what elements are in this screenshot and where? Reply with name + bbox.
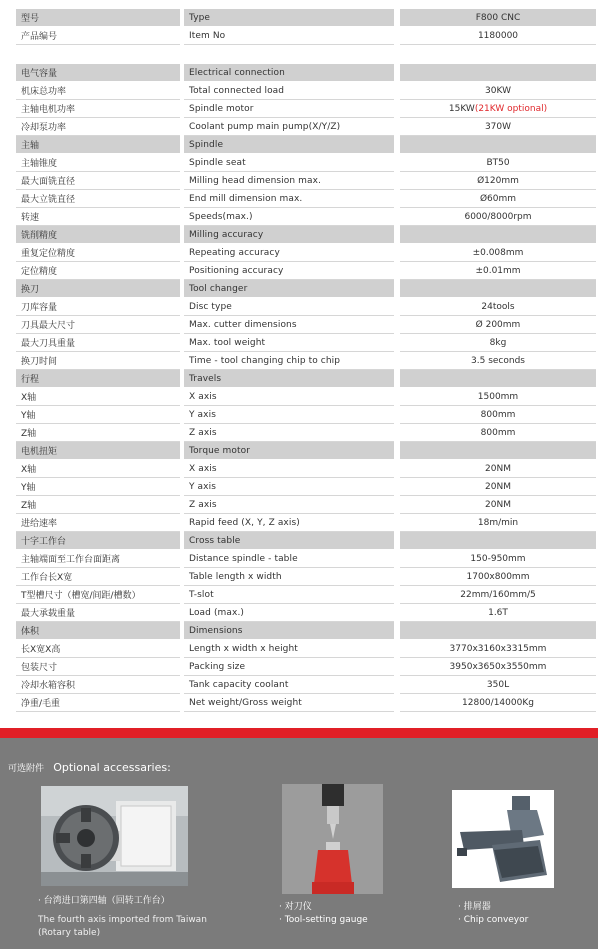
spec-label-cn: Z轴 [16, 424, 180, 442]
spec-row [16, 352, 596, 370]
spec-label-en: Milling accuracy [184, 226, 394, 244]
spec-value [400, 586, 596, 604]
spec-value-optional: (21KW optional) [474, 103, 548, 114]
spec-value [400, 226, 596, 244]
spec-label-cn: 冷却泵功率 [16, 118, 180, 136]
accessories-title-cn: 可选附件 [8, 764, 45, 774]
accessory-caption-tool-setter [279, 901, 419, 927]
spec-label-en: X axis [184, 460, 394, 478]
spec-row [16, 694, 596, 712]
spec-label-cn: 十字工作台 [16, 532, 180, 550]
spec-value-text: 22mm/160mm/5 [460, 589, 536, 600]
spec-row [16, 190, 596, 208]
spec-value [400, 370, 596, 388]
spec-value-text: 20NM [485, 481, 511, 492]
spec-value-text: 1700x800mm [466, 571, 530, 582]
spec-value-text: 1.6T [488, 607, 508, 618]
spec-value [400, 640, 596, 658]
spec-value-text: 3.5 seconds [471, 355, 525, 366]
spec-label-en: Spindle [184, 136, 394, 154]
spec-label-en: Z axis [184, 424, 394, 442]
tool-setting-gauge-photo [282, 784, 383, 894]
spec-row [16, 262, 596, 280]
spec-row [16, 334, 596, 352]
spec-value [400, 316, 596, 334]
spec-label-cn: 最大面铣直径 [16, 172, 180, 190]
spec-label-cn: T型槽尺寸（槽宽/间距/槽数） [16, 586, 180, 604]
spec-row [16, 154, 596, 172]
spec-label-en: Table length x width [184, 568, 394, 586]
spec-value-text: 8kg [489, 337, 507, 348]
spec-value [400, 64, 596, 82]
accessories-title-en: Optional accessaries: [53, 761, 171, 774]
spec-label-cn: 最大承载重量 [16, 604, 180, 622]
spec-value-text: 1180000 [477, 30, 519, 41]
spec-value-text: 24tools [481, 301, 515, 312]
spec-row [16, 640, 596, 658]
accessories-title [8, 761, 171, 774]
spec-label-cn: 电机扭矩 [16, 442, 180, 460]
spec-label-en: Z axis [184, 496, 394, 514]
spec-row [16, 568, 596, 586]
spec-label-en: Disc type [184, 298, 394, 316]
spec-value [400, 136, 596, 154]
spec-row [16, 514, 596, 532]
fourth-axis-photo [41, 786, 188, 886]
spec-label-en: Max. cutter dimensions [184, 316, 394, 334]
spec-value [400, 568, 596, 586]
spec-value [400, 172, 596, 190]
spec-section-row [16, 226, 596, 244]
spec-value [400, 82, 596, 100]
spec-value [400, 532, 596, 550]
spec-value [400, 622, 596, 640]
spec-value [400, 514, 596, 532]
spec-label-en: Speeds(max.) [184, 208, 394, 226]
spec-label-en: X axis [184, 388, 394, 406]
spec-label-cn: 定位精度 [16, 262, 180, 280]
spec-label-en: Y axis [184, 406, 394, 424]
spec-label-en: Torque motor [184, 442, 394, 460]
spec-label-en: Max. tool weight [184, 334, 394, 352]
spec-value-text: BT50 [486, 157, 510, 168]
spec-label-en: Rapid feed (X, Y, Z axis) [184, 514, 394, 532]
spec-label-cn: 最大立铣直径 [16, 190, 180, 208]
spec-row [16, 550, 596, 568]
spec-label-cn: 铣削精度 [16, 226, 180, 244]
spec-value [400, 45, 596, 64]
spec-label-cn: 主轴电机功率 [16, 100, 180, 118]
spec-value [400, 442, 596, 460]
spec-row [16, 82, 596, 100]
spec-row [16, 316, 596, 334]
red-divider-bar [0, 728, 598, 738]
spec-label-en: Spindle seat [184, 154, 394, 172]
spec-label-cn: 刀库容量 [16, 298, 180, 316]
spec-row [16, 496, 596, 514]
spec-label-cn: X轴 [16, 388, 180, 406]
spec-label-cn: 型号 [16, 9, 180, 27]
spec-value [400, 27, 596, 45]
spec-label-en: Length x width x height [184, 640, 394, 658]
spec-value [400, 118, 596, 136]
spec-value [400, 424, 596, 442]
spec-table [16, 9, 596, 712]
chip-conveyor-photo [452, 790, 554, 888]
spec-label-cn: 长X宽X高 [16, 640, 180, 658]
spec-label-cn: 换刀时间 [16, 352, 180, 370]
spec-label-cn: 产品编号 [16, 27, 180, 45]
accessory-description: The fourth axis imported from Taiwan (Rotary table) [38, 915, 207, 938]
spec-label-cn: 刀具最大尺寸 [16, 316, 180, 334]
spec-label-cn: 进给速率 [16, 514, 180, 532]
spec-label-en: Dimensions [184, 622, 394, 640]
spec-value-text: 30KW [485, 85, 511, 96]
spec-value [400, 244, 596, 262]
spec-value [400, 496, 596, 514]
spec-section-row [16, 64, 596, 82]
spec-value-text: 15KW [448, 103, 475, 114]
spec-value [400, 154, 596, 172]
spec-value [400, 334, 596, 352]
spec-label-cn: 主轴 [16, 136, 180, 154]
spec-label-cn: 包装尺寸 [16, 658, 180, 676]
spec-value-text: 800mm [480, 427, 516, 438]
spec-value [400, 9, 596, 27]
spec-label-en: Packing size [184, 658, 394, 676]
spec-value-text: Ø120mm [477, 175, 519, 186]
spec-value-text: 12800/14000Kg [462, 697, 534, 708]
spec-value [400, 694, 596, 712]
spec-value-text: 370W [484, 121, 512, 132]
spec-label-en: Load (max.) [184, 604, 394, 622]
spec-value [400, 550, 596, 568]
spec-label-cn: 机床总功率 [16, 82, 180, 100]
spec-value-text: 18m/min [477, 517, 519, 528]
spec-value [400, 460, 596, 478]
spec-label-cn: 电气容量 [16, 64, 180, 82]
spec-section-row [16, 280, 596, 298]
spec-row [16, 9, 596, 27]
spec-label-en: Electrical connection [184, 64, 394, 82]
spec-row [16, 208, 596, 226]
spec-label-en: Tool changer [184, 280, 394, 298]
spec-value-text: Ø60mm [479, 193, 517, 204]
spec-row [16, 244, 596, 262]
spec-section-row [16, 442, 596, 460]
spec-row [16, 27, 596, 45]
spec-row [16, 172, 596, 190]
spec-row [16, 406, 596, 424]
spec-label-en: Total connected load [184, 82, 394, 100]
spec-value [400, 406, 596, 424]
spec-section-row [16, 136, 596, 154]
spec-row [16, 676, 596, 694]
spec-value-text: 20NM [485, 463, 511, 474]
spec-value-text: 1500mm [477, 391, 519, 402]
spec-section-row [16, 532, 596, 550]
spec-label-en: Travels [184, 370, 394, 388]
spec-row [16, 460, 596, 478]
spec-label-cn: 净重/毛重 [16, 694, 180, 712]
spec-value-text: Ø 200mm [475, 319, 521, 330]
spec-row [16, 298, 596, 316]
spec-label-cn: 工作台长X宽 [16, 568, 180, 586]
spec-label-cn: X轴 [16, 460, 180, 478]
spec-row [16, 478, 596, 496]
spec-value-text: ±0.01mm [475, 265, 521, 276]
spec-label-en: Distance spindle - table [184, 550, 394, 568]
spec-value-text: 3950x3650x3550mm [449, 661, 547, 672]
spec-label-cn: 最大刀具重量 [16, 334, 180, 352]
spec-label-cn: 转速 [16, 208, 180, 226]
spec-value-text: 150-950mm [470, 553, 526, 564]
spec-section-row [16, 370, 596, 388]
spec-value [400, 658, 596, 676]
spec-label-en: Positioning accuracy [184, 262, 394, 280]
spec-section-row [16, 622, 596, 640]
spec-row [16, 100, 596, 118]
spec-label-cn: 主轴端面至工作台面距离 [16, 550, 180, 568]
spec-label-en: Milling head dimension max. [184, 172, 394, 190]
spec-value [400, 676, 596, 694]
spec-label-cn: 体积 [16, 622, 180, 640]
spec-value-text: 350L [486, 679, 510, 690]
spec-value-text: 6000/8000rpm [464, 211, 532, 222]
spec-label-cn: 重复定位精度 [16, 244, 180, 262]
spec-label-en: Coolant pump main pump(X/Y/Z) [184, 118, 394, 136]
spec-value [400, 280, 596, 298]
spec-value [400, 352, 596, 370]
spec-label-en: Y axis [184, 478, 394, 496]
spec-value [400, 208, 596, 226]
spec-label-en [184, 45, 394, 64]
spec-label-cn: Z轴 [16, 496, 180, 514]
spec-label-cn: 主轴锥度 [16, 154, 180, 172]
spec-label-en: T-slot [184, 586, 394, 604]
spec-label-en: End mill dimension max. [184, 190, 394, 208]
spec-label-en: Net weight/Gross weight [184, 694, 394, 712]
spec-label-cn: 行程 [16, 370, 180, 388]
spec-label-cn [16, 45, 180, 64]
spec-value [400, 262, 596, 280]
spec-label-cn: Y轴 [16, 406, 180, 424]
accessory-caption-chip-conveyor [458, 901, 578, 927]
accessories-panel [0, 738, 598, 949]
spec-spacer-row [16, 45, 596, 64]
spec-value-text: F800 CNC [475, 12, 521, 23]
accessory-name-cn: · 排屑器 [458, 902, 491, 912]
spec-label-en: Repeating accuracy [184, 244, 394, 262]
accessory-caption-fourth-axis [38, 895, 238, 940]
accessory-name-cn: · 台湾进口第四轴（回转工作台） [38, 896, 170, 906]
spec-value [400, 100, 596, 118]
spec-label-en: Time - tool changing chip to chip [184, 352, 394, 370]
spec-row [16, 388, 596, 406]
spec-value [400, 298, 596, 316]
spec-row [16, 658, 596, 676]
spec-value-text: 800mm [480, 409, 516, 420]
spec-label-en: Spindle motor [184, 100, 394, 118]
accessory-name-en: · Chip conveyor [458, 915, 529, 925]
spec-value [400, 604, 596, 622]
spec-value-text: 20NM [485, 499, 511, 510]
spec-row [16, 604, 596, 622]
spec-label-cn: 冷却水箱容积 [16, 676, 180, 694]
spec-label-en: Tank capacity coolant [184, 676, 394, 694]
spec-value-text: ±0.008mm [472, 247, 524, 258]
spec-label-en: Type [184, 9, 394, 27]
spec-label-cn: Y轴 [16, 478, 180, 496]
spec-value [400, 388, 596, 406]
spec-value [400, 478, 596, 496]
spec-value [400, 190, 596, 208]
spec-label-cn: 换刀 [16, 280, 180, 298]
spec-label-en: Cross table [184, 532, 394, 550]
accessory-name-cn: · 对刀仪 [279, 902, 312, 912]
accessory-name-en: · Tool-setting gauge [279, 915, 368, 925]
spec-label-en: Item No [184, 27, 394, 45]
spec-row [16, 424, 596, 442]
spec-row [16, 586, 596, 604]
spec-value-text: 3770x3160x3315mm [449, 643, 547, 654]
spec-row [16, 118, 596, 136]
